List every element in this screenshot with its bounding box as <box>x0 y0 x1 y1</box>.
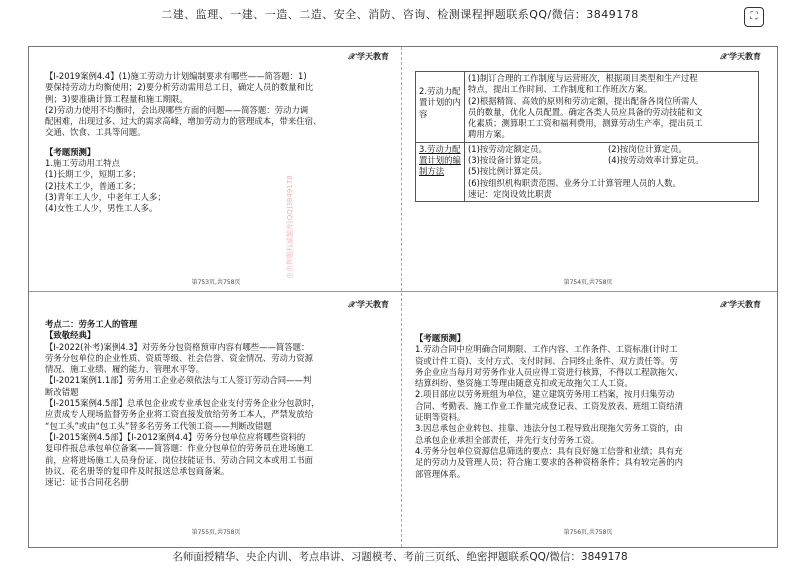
page-753-text <box>45 71 385 215</box>
text-line: 聘用方案。 <box>468 129 510 140</box>
text-line: 【Ⅰ-2015案例4.5部】总承包企业或专业承包企业支付劳务企业分包款时， <box>45 398 320 409</box>
text-line: 部管理体系。 <box>415 468 466 479</box>
list-item: (5)按比例计算定员。 <box>468 166 547 177</box>
text-line: 例；3)要准确计算工程量和施工期限。 <box>45 93 188 104</box>
text-line: (1)制订合理的工作制度与运营班次，根据项目类型和生产过程 <box>468 73 698 83</box>
row-content <box>465 142 759 201</box>
text-line: 结算纠纷、垫资施工等理由随意克扣或无故拖欠工人工资。 <box>415 378 633 389</box>
text-line: 4.劳务分包单位资源信息筛选的要点：具有良好施工信誉和业绩；具有充 <box>415 445 683 456</box>
page-number: 第755页,共758页 <box>191 529 241 536</box>
text-line: 1.劳动合同中应明确合同期限、工作内容、工作条件、工资标准(计时工 <box>415 344 678 355</box>
footer-text: 名师面授精华、央企内训、考点串讲、习题模考、考前三页纸、绝密押题联系QQ/微信：3849178 <box>172 551 628 563</box>
text-line: 要保持劳动力均衡使用；2)要分析劳动需用总工日，确定人员的数量和比 <box>45 82 314 93</box>
text-line: 证明等资料。 <box>415 412 466 423</box>
text-line: 应责成专人现场监督劳务企业将工资直接发放给劳务工本人，严禁发放给 <box>45 409 313 420</box>
brand-logo: 𝒳 学天教育 <box>348 52 389 61</box>
item-pair <box>468 144 755 155</box>
brand-logo: 𝒳 学天教育 <box>348 300 389 309</box>
brand-logo: 𝒳 学天教育 <box>720 52 761 61</box>
text-line: 情况、施工业绩、履约能力、管理水平等。 <box>45 364 205 375</box>
list-item: (4)按劳动效率计算定员。 <box>608 155 704 166</box>
text-line: 3.因总承包企业转包、挂靠、违法分包工程导致出现拖欠劳务工资的，由 <box>415 423 683 434</box>
text-line: (1)长期工少，短期工多； <box>45 169 141 180</box>
page-753 <box>39 49 393 287</box>
scan-icon[interactable]: ⛶ <box>744 7 764 27</box>
page-754 <box>411 49 765 287</box>
page-number: 第756页,共758页 <box>563 529 613 536</box>
watermark-stamp: 由由押题权威题库[QQ]3849178 <box>286 175 294 279</box>
row-header: 2.劳动力配置计划的内容 <box>416 72 465 143</box>
text-line: 1.施工劳动用工特点 <box>45 158 120 169</box>
classic-heading: 【致敬经典】 <box>45 330 96 341</box>
page-number: 第754页,共758页 <box>563 279 613 286</box>
forecast-heading: 【考题预测】 <box>415 333 466 343</box>
document-sheet <box>28 46 778 548</box>
labor-plan-table <box>415 71 759 202</box>
text-line: 2.项目部应以劳务班组为单位，建立建筑劳务用工档案，按月归集劳动 <box>415 389 675 400</box>
text-line: 劳务分包单位的企业性质、资质等级、社会信誉、资金情况、劳动力资源 <box>45 352 313 363</box>
table-row <box>416 72 759 143</box>
text-line: 前，应将进场施工人员身份证、岗位技能证书、劳动合同文本或用工书面 <box>45 454 313 465</box>
list-item: (2)按岗位计算定员。 <box>608 143 687 154</box>
text-line: 交通、饮食、工具等问题。 <box>45 127 146 138</box>
page-755-text <box>45 319 387 488</box>
table-row <box>416 142 759 201</box>
text-line: 化素质；测算职工工资和福利费用，测算劳动生产率，提出员工 <box>468 118 703 129</box>
text-line: 【Ⅰ-2022(补考)案例4.3】对劳务分包资格预审内容有哪些——简答题： <box>45 341 310 352</box>
text-line: 足的劳动力及管理人员；符合施工要求的各种资格条件；具有较完善的内 <box>415 457 683 468</box>
item-pair <box>468 155 755 166</box>
header-text: 二建、监理、一建、一造、二造、安全、消防、咨询、检测课程押题联系QQ/微信：3849178 <box>161 8 639 21</box>
text-line: 务企业应当每月对劳务作业人员应得工资进行核算，不得以工程款拖欠、 <box>415 366 683 377</box>
section-title: 考点二：劳务工人的管理 <box>45 319 138 329</box>
text-line: 合同、考勤表、施工作业工作量完成登记表、工资发放表、班组工资结清 <box>415 400 683 411</box>
text-line: (2)根据精简、高效的原则和劳动定额，提出配备各岗位所需人 <box>468 95 698 106</box>
page-756 <box>411 297 765 535</box>
text-line: 复印件报总承包单位备案——简答题：作业分包单位的劳务员在进场施工 <box>45 443 313 454</box>
text-line: 断改错题 <box>45 386 79 397</box>
text-line: 配困难，出现过多、过大的需求高峰，增加劳动力的管理成本，带来住宿、 <box>45 116 322 127</box>
text-line: 【Ⅰ-2021案例1.1部】劳务用工企业必须依法与工人签订劳动合同——判 <box>45 375 312 386</box>
text-line: 特点，提出工作时间、工作制度和工作班次方案。 <box>468 84 653 95</box>
text-line: 速记：证书合同花名册 <box>45 477 129 488</box>
header-banner <box>0 0 800 30</box>
item-pair <box>468 166 755 177</box>
text-line: 总承包企业承担全部责任，并先行支付劳务工资。 <box>415 434 600 445</box>
text-line: 员的数量，优化人员配置。确定各类人员应具备的劳动技能和文 <box>468 106 703 117</box>
brand-logo: 𝒳 学天教育 <box>720 300 761 309</box>
text-line: 【Ⅰ-2019案例4.4】(1)施工劳动力计划编制要求有哪些——简答题：1) <box>45 71 307 81</box>
page-756-text <box>415 333 761 480</box>
forecast-heading: 【考题预测】 <box>45 146 96 157</box>
horizontal-divider <box>29 291 777 292</box>
text-line: 协议、花名册等的复印件及时报送总承包商备案。 <box>45 465 230 476</box>
text-line: 【Ⅰ-2015案例4.5部】【Ⅰ-2012案例4.4】劳务分包单位应将哪些资料的 <box>45 431 306 442</box>
page-755 <box>39 297 393 535</box>
text-line: “包工头”或由“包工头”替多名劳务工代领工资——判断改错题 <box>45 420 272 431</box>
row-header: 3.劳动力配置计划的编制方法 <box>416 142 465 201</box>
text-line: (2)劳动力使用不均衡时，会出现哪些方面的问题——简答题：劳动力调 <box>45 104 309 115</box>
text-line: (2)技术工少，普通工多； <box>45 180 141 191</box>
list-item: (6)按组织机构职责范围、业务分工计算管理人员的人数。 <box>468 177 681 188</box>
footer-banner <box>0 548 800 566</box>
vertical-divider <box>401 47 402 547</box>
list-item: (3)按设备计算定员。 <box>468 155 547 166</box>
text-line: (4)女性工人少，男性工人多。 <box>45 203 158 214</box>
text-line: (3)青年工人少，中老年工人多； <box>45 191 166 202</box>
page-number: 第753页,共758页 <box>191 279 241 286</box>
memo-line: 速记：定岗设效比职责 <box>468 188 552 199</box>
list-item: (1)按劳动定额定员。 <box>468 143 547 154</box>
text-line: 资或计件工资)、支付方式、支付时间、合同终止条件、双方责任等。劳 <box>415 355 678 366</box>
row-content <box>465 72 759 143</box>
